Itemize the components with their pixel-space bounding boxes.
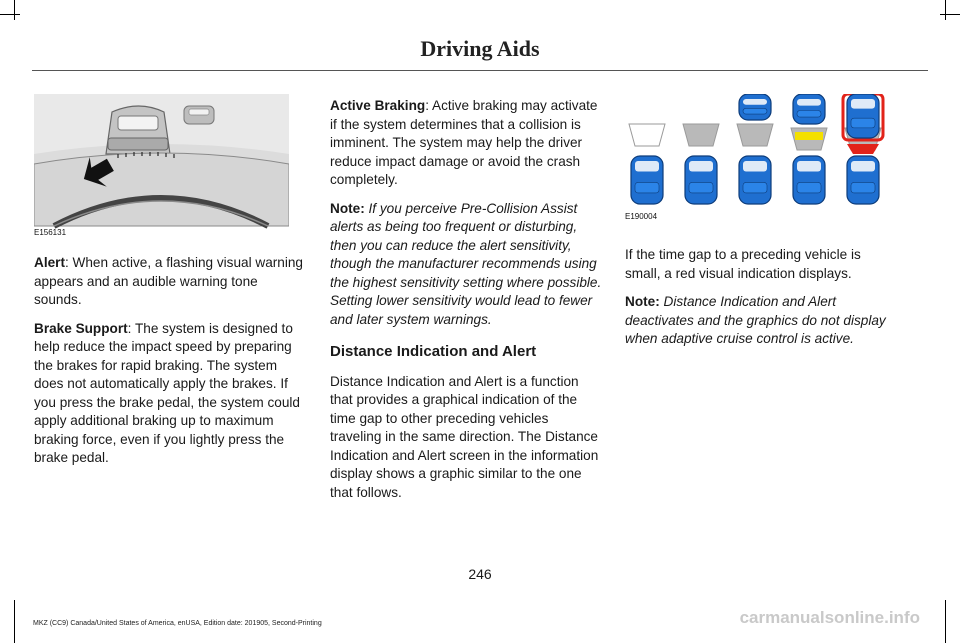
preceding-vehicle-5-windshield (851, 99, 875, 109)
crop-mark (940, 14, 960, 15)
preceding-vehicle-4-windshield (797, 99, 821, 106)
own-vehicle-1-roof (635, 182, 659, 193)
preceding-vehicle-3-roof (743, 108, 767, 114)
footer-edition-text: MKZ (CC9) Canada/United States of America, enUSA, Edition date: 201905, Second-Printing (33, 620, 322, 627)
crop-mark (945, 600, 946, 643)
own-vehicle-1-windshield (635, 161, 659, 172)
brake-support-term: Brake Support (34, 320, 128, 336)
gap-zone-1 (629, 124, 665, 146)
windshield-alert-illustration (34, 94, 289, 236)
crop-mark (14, 0, 15, 20)
watermark: carmanualsonline.info (739, 608, 920, 627)
own-vehicle-3-roof (743, 182, 767, 193)
header-rule (32, 70, 928, 71)
column-1 (34, 94, 306, 478)
preceding-vehicle-3 (739, 94, 771, 120)
active-braking-term: Active Braking (330, 98, 426, 113)
preceding-vehicle-5-roof (851, 118, 875, 128)
preceding-vehicle-4 (793, 94, 825, 124)
note-label: Note: (625, 294, 660, 309)
own-vehicle-2-windshield (689, 161, 713, 172)
figure-code: E156131 (34, 227, 67, 237)
alert-text: : When active, a flashing visual warning appears and an audible warning tone sounds. (34, 255, 303, 307)
own-vehicle-2-roof (689, 182, 713, 193)
own-vehicle-5-windshield (851, 161, 875, 172)
column-3 (625, 94, 897, 359)
preceding-vehicle-3-windshield (743, 99, 767, 105)
page-number: 246 (468, 566, 492, 582)
warning-bar-yellow (795, 132, 823, 140)
crop-mark (14, 600, 15, 643)
pre-collision-alert-figure (34, 94, 289, 240)
note-text: If you perceive Pre-Collision Assist alerts as being too frequent or disturbing, then you can reduce the alert sensitivity, though the manufacturer recommends using the highest sensitivity setting where possible. Setting lower sensitivity would lead to fewer and later system warnings. (330, 200, 602, 327)
crop-mark (945, 0, 946, 20)
note-text: Distance Indication and Alert deactivates and the graphics do not display when adaptive cruise control is active. (625, 294, 886, 346)
crop-mark (0, 14, 20, 15)
own-vehicle-4-windshield (797, 161, 821, 172)
brake-support-text: : The system is designed to help reduce the impact speed by preparing the brakes for rapid braking. The system does not automatically apply the brakes. If you press the brake pedal, the system could apply additional braking up to maximum braking force, even if you lightly press the brake pedal. (34, 320, 300, 465)
figure-code: E190004 (625, 211, 658, 221)
gap-zone-2 (683, 124, 719, 146)
section-heading: Distance Indication and Alert (330, 343, 537, 360)
warning-bar-red (847, 144, 879, 154)
active-braking-text: : Active braking may activate if the system determines that a collision is imminent. The system may help the driver reduce impact damage or avoid the crash completely. (330, 98, 598, 187)
note-paragraph (625, 293, 897, 349)
active-braking-paragraph (330, 97, 602, 190)
preceding-vehicle-4-roof (797, 111, 821, 118)
note-label: Note: (330, 200, 365, 216)
own-vehicle-5-roof (851, 182, 875, 193)
distance-indication-figure (625, 94, 885, 224)
gap-zone-3 (737, 124, 773, 146)
red-indication-paragraph: If the time gap to a preceding vehicle is small, a red visual indication displays. (625, 247, 861, 281)
own-vehicle-4-roof (797, 182, 821, 193)
alert-paragraph (34, 254, 306, 310)
page-title: Driving Aids (420, 36, 540, 61)
distance-indication-graphic (625, 94, 885, 212)
distance-indication-paragraph: Distance Indication and Alert is a function that provides a graphical indication of the time gap to other preceding vehicles traveling in the same direction. The Distance Indication and Alert screen in the information display shows a graphic similar to the one that follows. (330, 373, 599, 500)
alert-term: Alert (34, 255, 65, 270)
column-2 (330, 97, 602, 512)
note-paragraph (330, 200, 602, 330)
brake-support-paragraph (34, 320, 306, 468)
own-vehicle-3-windshield (743, 161, 767, 172)
